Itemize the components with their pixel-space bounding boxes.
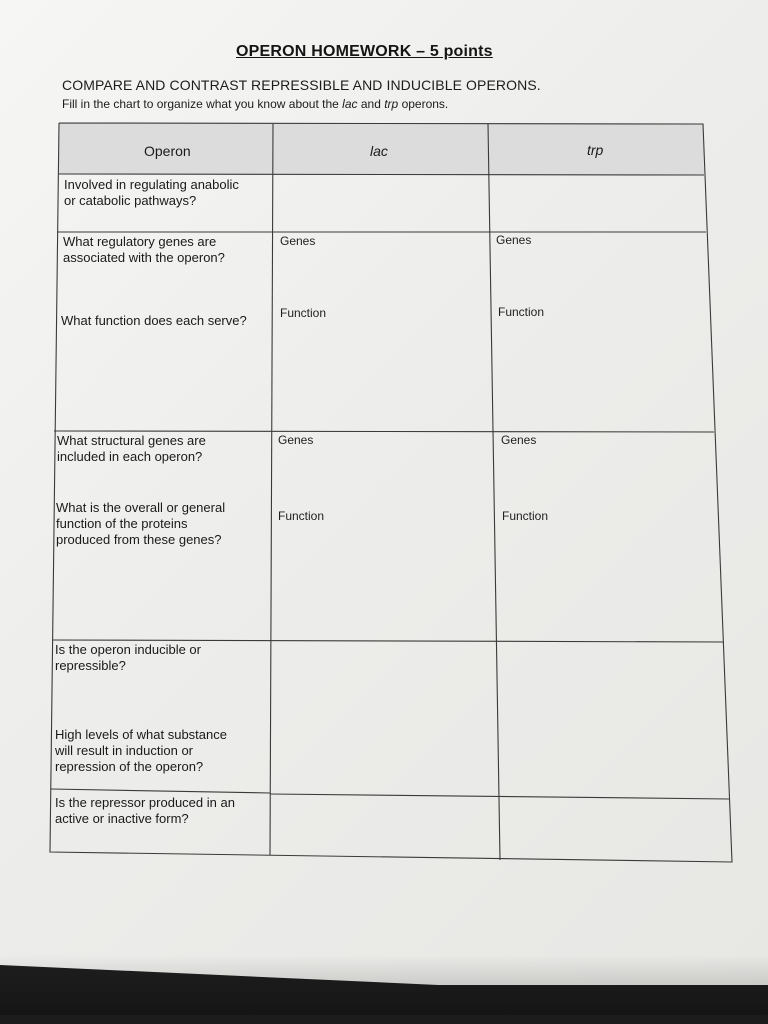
trp-protein-function-label: Function	[502, 509, 549, 523]
question-substance-levels	[55, 727, 227, 775]
question-line: Involved in regulating anabolic	[64, 177, 239, 192]
question-line: repression of the operon?	[55, 759, 204, 774]
header-trp: trp	[587, 142, 604, 158]
question-line: included in each operon?	[57, 449, 203, 464]
question-line: What regulatory genes are	[63, 234, 217, 249]
divider-row2	[54, 431, 714, 432]
instructions-trp: trp	[384, 97, 399, 111]
trp-regulatory-genes-label: Genes	[496, 233, 532, 247]
answer-cell-trp-inducible[interactable]	[500, 644, 722, 796]
question-line: repressible?	[55, 658, 126, 673]
instructions-text-1: Fill in the chart to organize what you know about the	[62, 97, 343, 111]
instructions-lac: lac	[342, 97, 358, 111]
question-line: High levels of what substance	[55, 727, 227, 742]
answer-cell-lac-repressor[interactable]	[272, 797, 498, 857]
question-line: Is the repressor produced in an	[55, 795, 235, 810]
question-inducible-repressible	[55, 642, 201, 674]
question-regulatory-function: What function does each serve?	[61, 313, 247, 328]
page-subtitle: COMPARE AND CONTRAST REPRESSIBLE AND INDUCIBLE OPERONS.	[62, 77, 541, 93]
question-protein-function	[56, 500, 225, 548]
lac-structural-genes-label: Genes	[278, 433, 314, 447]
header-operon: Operon	[144, 143, 191, 159]
question-line: Is the operon inducible or	[55, 642, 201, 657]
question-line: What structural genes are	[57, 433, 206, 448]
question-structural-genes	[57, 433, 206, 465]
question-line: will result in induction or	[55, 743, 194, 758]
question-pathways	[64, 177, 239, 209]
question-line: active or inactive form?	[55, 811, 189, 826]
question-line: What is the overall or general	[56, 500, 226, 515]
question-regulatory-genes	[63, 234, 225, 266]
question-line: or catabolic pathways?	[64, 193, 197, 208]
divider-row4-question	[51, 789, 270, 793]
question-line: associated with the operon?	[63, 250, 225, 265]
lac-protein-function-label: Function	[278, 509, 325, 523]
trp-regulatory-function-label: Function	[498, 305, 545, 319]
question-line: function of the proteins	[56, 516, 188, 531]
lac-regulatory-function-label: Function	[280, 306, 327, 320]
answer-cell-lac-pathways[interactable]	[274, 176, 487, 231]
lac-regulatory-genes-label: Genes	[280, 234, 316, 248]
answer-cell-lac-inducible[interactable]	[272, 644, 498, 792]
instructions-text-3: operons.	[398, 97, 449, 111]
answer-cell-trp-pathways[interactable]	[489, 176, 704, 231]
header-lac: lac	[370, 143, 388, 159]
question-line: produced from these genes?	[56, 532, 222, 547]
question-repressor-form	[55, 795, 235, 827]
instructions-text-2: and	[357, 97, 385, 111]
trp-structural-genes-label: Genes	[501, 433, 537, 447]
page-title: OPERON HOMEWORK – 5 points	[236, 43, 493, 60]
answer-cell-trp-repressor[interactable]	[502, 800, 728, 860]
